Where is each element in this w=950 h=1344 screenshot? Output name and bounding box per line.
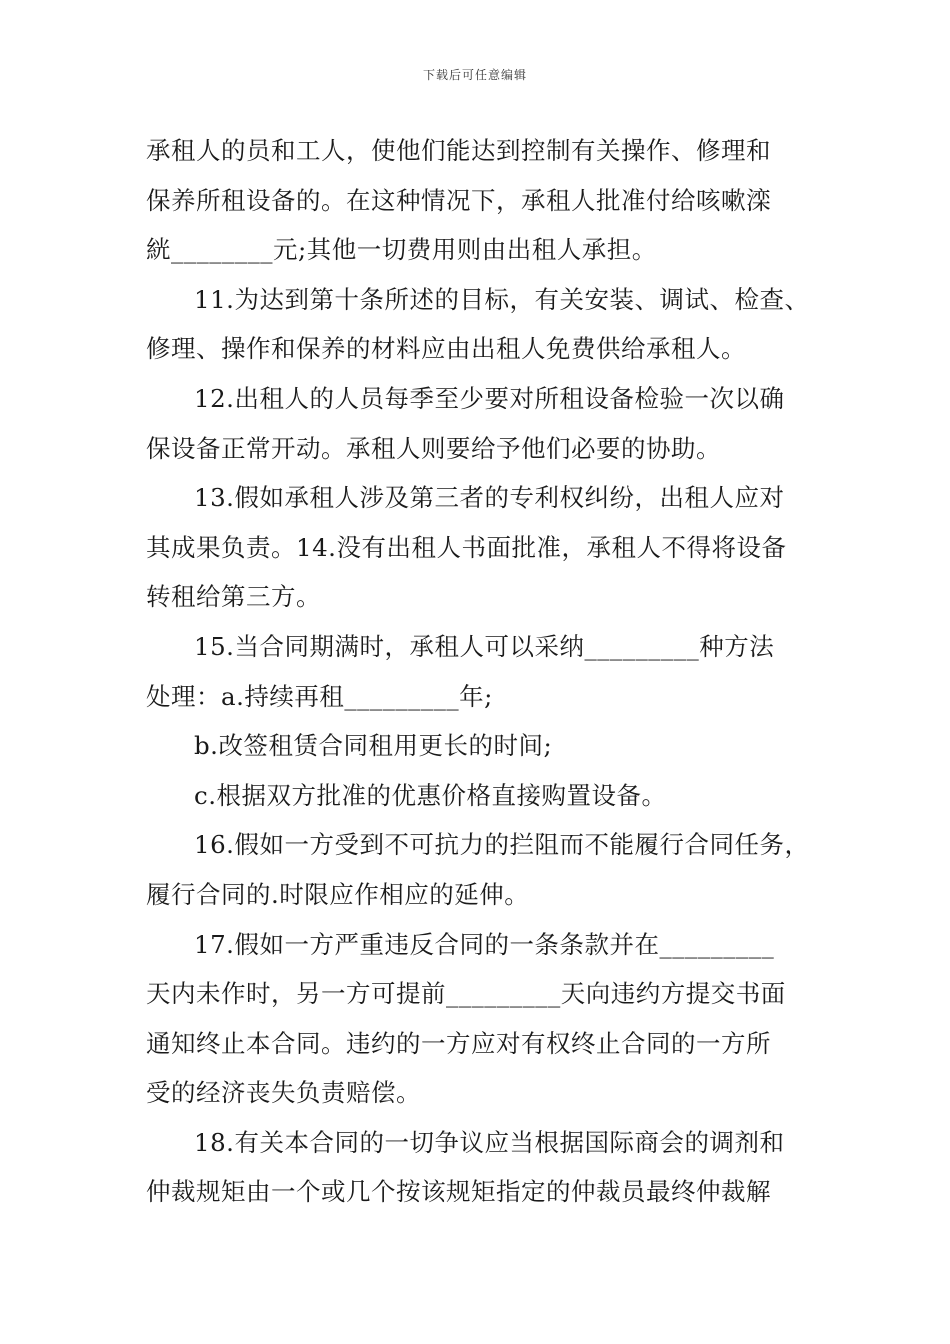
text-line: 处理：a.持续再租_________年; bbox=[146, 681, 493, 711]
text-line: 受的经济丧失负责赔偿。 bbox=[146, 1078, 421, 1108]
text-line: 天内未作时，另一方可提前_________天向违约方提交书面 bbox=[146, 979, 786, 1009]
document-body bbox=[146, 126, 826, 1217]
clause-15-option-c: c.根据双方批准的优惠价格直接购置设备。 bbox=[194, 780, 667, 810]
text-line: 保养所租设备的。在这种情况下，承租人批准付给咳嗽滦 bbox=[146, 185, 771, 215]
text-line: 通知终止本合同。违约的一方应对有权终止合同的一方所 bbox=[146, 1028, 771, 1058]
text-line: 仲裁规矩由一个或几个按该规矩指定的仲裁员最终仲裁解 bbox=[146, 1177, 771, 1207]
text-line: 履行合同的.时限应作相应的延伸。 bbox=[146, 879, 530, 909]
clause-15-line: 15.当合同期满时，承租人可以采纳_________种方法 bbox=[194, 631, 775, 661]
clause-17-line: 17.假如一方严重违反合同的一条条款并在_________ bbox=[194, 929, 775, 959]
text-line: 修理、操作和保养的材料应由出租人免费供给承租人。 bbox=[146, 334, 746, 364]
clause-13-line: 13.假如承租人涉及第三者的专利权纠纷，出租人应对 bbox=[194, 483, 785, 513]
text-line: 转租给第三方。 bbox=[146, 582, 321, 612]
text-line: 承租人的员和工人，使他们能达到控制有关操作、修理和 bbox=[146, 136, 771, 165]
clause-15-option-b: b.改签租赁合同租用更长的时间; bbox=[194, 731, 553, 761]
clause-11-line: 11.为达到第十条所述的目标，有关安装、调试、检查、 bbox=[194, 284, 810, 314]
clause-18-line: 18.有关本合同的一切争议应当根据国际商会的调剂和 bbox=[194, 1127, 785, 1157]
page-header: 下载后可任意编辑 bbox=[422, 68, 527, 82]
clause-16-line: 16.假如一方受到不可抗力的拦阻而不能履行合同任务， bbox=[194, 830, 810, 860]
text-line: 其成果负责。14.没有出租人书面批准，承租人不得将设备 bbox=[146, 532, 787, 562]
text-line: 絖________元;其他一切费用则由出租人承担。 bbox=[146, 235, 657, 265]
clause-12-line: 12.出租人的人员每季至少要对所租设备检验一次以确 bbox=[194, 383, 785, 413]
text-line: 保设备正常开动。承租人则要给予他们必要的协助。 bbox=[146, 433, 721, 463]
